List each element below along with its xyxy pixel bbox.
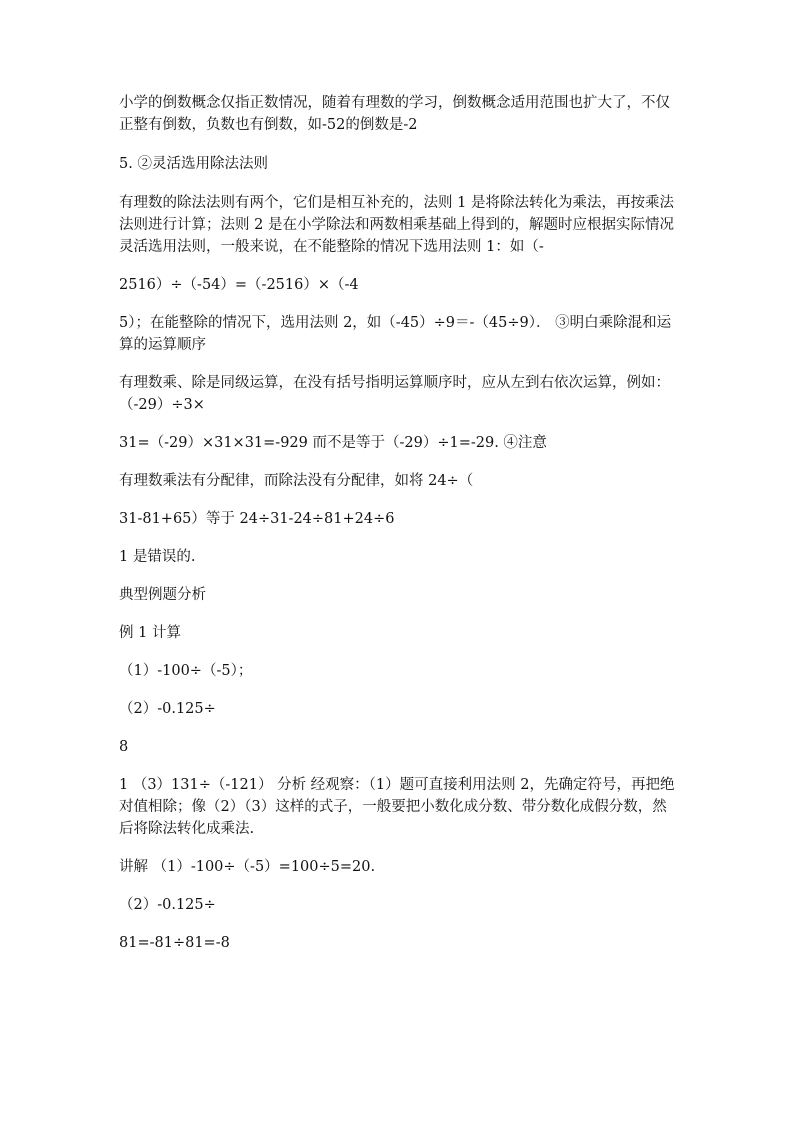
- heading-typical-examples: 典型例题分析: [119, 587, 206, 603]
- paragraph-formula-4: 31-81+65）等于 24÷31-24÷81+24÷6: [119, 511, 395, 527]
- paragraph-distributive-law: 有理数乘法有分配律，而除法没有分配律，如将 24÷（: [119, 473, 474, 489]
- heading-division-rules: 5. ②灵活选用除法法则: [119, 156, 268, 172]
- solution-1: 讲解 （1）-100÷（-5）=100÷5=20.: [119, 859, 376, 875]
- paragraph-analysis: 1 （3）131÷（-121） 分析 经观察：（1）题可直接利用法则 2，先确定符号，再把绝对值相除；像（2）（3）这样的式子，一般要把小数化成分数、带分数化成假分数，然后将除法转化成乘法.: [119, 777, 675, 837]
- solution-2: （2）-0.125÷: [119, 897, 216, 913]
- paragraph-operation-order: 有理数乘、除是同级运算，在没有括号指明运算顺序时，应从左到右依次运算，例如：（-29）÷3×: [119, 375, 670, 413]
- document-body: [119, 92, 679, 954]
- problem-2-denominator: 8: [119, 739, 129, 755]
- paragraph-formula-1: 2516）÷（-54）=（-2516）×（-4: [119, 277, 359, 293]
- problem-2: （2）-0.125÷: [119, 701, 216, 717]
- problem-1: （1）-100÷（-5）；: [119, 663, 253, 679]
- paragraph-formula-5: 1 是错误的.: [119, 549, 196, 565]
- solution-2-result: 81=-81÷81=-8: [119, 935, 230, 951]
- heading-example-1: 例 1 计算: [119, 625, 181, 641]
- paragraph-division-rules: 有理数的除法法则有两个，它们是相互补充的，法则 1 是将除法转化为乘法，再按乘法法则进行计算；法则 2 是在小学除法和两数相乘基础上得到的，解题时应根据实际情况灵活选用法则，一般来说，在不能整除的情况下选用法则 1：如（-: [119, 195, 674, 255]
- paragraph-formula-3: 31=（-29）×31×31=-929 而不是等于（-29）÷1=-29. ④注意: [119, 435, 547, 451]
- paragraph-formula-2: 5）；在能整除的情况下，选用法则 2，如（-45）÷9＝-（45÷9）． ③明白乘除混和运算的运算顺序: [119, 315, 672, 353]
- paragraph-reciprocal-concept: 小学的倒数概念仅指正数情况，随着有理数的学习，倒数概念适用范围也扩大了，不仅正整有倒数，负数也有倒数，如-52的倒数是-2: [119, 95, 670, 133]
